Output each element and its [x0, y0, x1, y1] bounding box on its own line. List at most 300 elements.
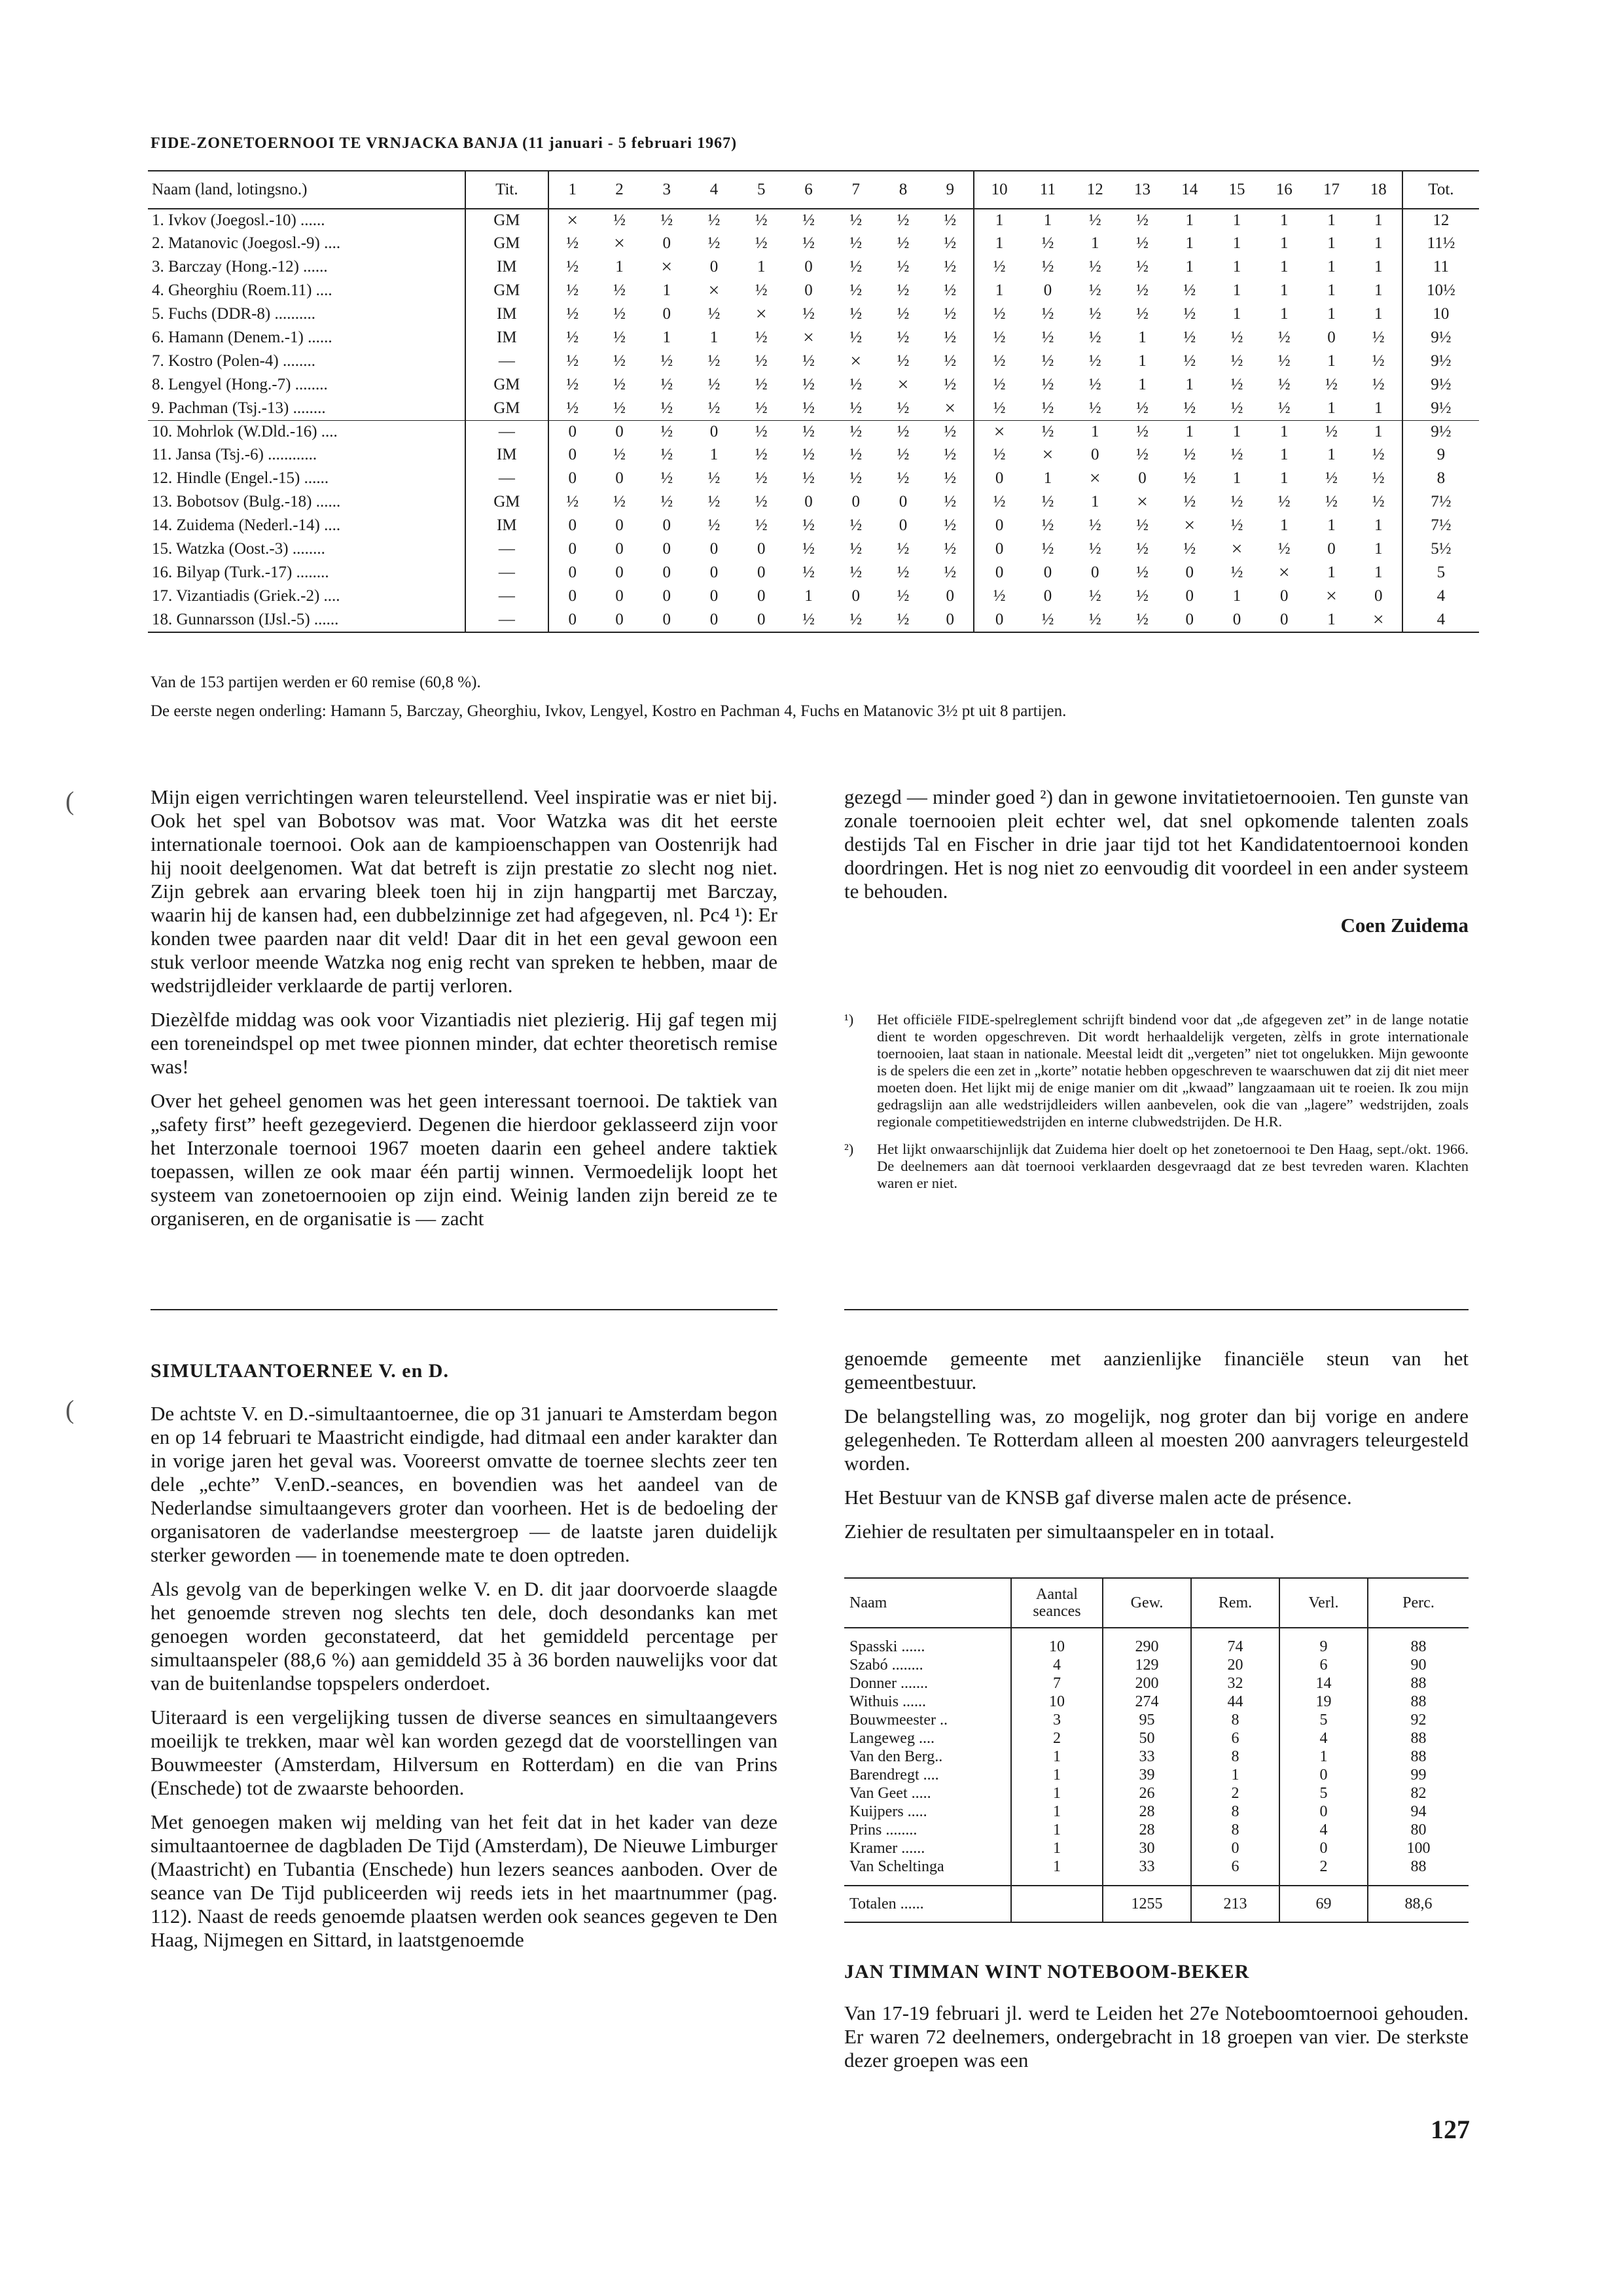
result-cell: 0	[615, 540, 624, 558]
result-cell: 0	[1213, 608, 1260, 632]
result-cell: ½	[944, 493, 957, 511]
result-cell: 1	[1327, 446, 1336, 463]
result-cell: 1	[1043, 211, 1052, 229]
result-cell: 1	[1166, 421, 1213, 444]
result-cell: ½	[613, 305, 626, 323]
result-cell: ½	[1088, 587, 1101, 605]
result-cell: ½	[897, 305, 910, 323]
footnote	[844, 1011, 1469, 1130]
result-cell: 0	[709, 540, 719, 558]
result-cell: ½	[755, 234, 768, 252]
result-cell: ½	[1277, 399, 1291, 417]
result-cell: ½	[643, 421, 690, 444]
result-cell: ½	[1183, 469, 1196, 487]
simul-cell-rem: 0	[1191, 1839, 1279, 1857]
result-cell: ½	[1183, 540, 1196, 558]
result-cell: ½	[849, 376, 863, 393]
result-cell: 1	[1232, 305, 1241, 323]
player-name: 17. Vizantiadis (Griek.-2) ....	[152, 587, 340, 605]
margin-mark: (	[65, 1395, 75, 1424]
simul-cell-rem: 32	[1191, 1674, 1279, 1693]
player-title: IM	[465, 302, 549, 326]
player-total: 9½	[1402, 350, 1479, 373]
section-divider	[844, 1309, 1469, 1310]
result-cell: 0	[899, 493, 908, 511]
simul-cell-seances: 10	[1011, 1628, 1103, 1656]
player-name: 13. Bobotsov (Bulg.-18) ......	[152, 493, 341, 511]
result-cell: 0	[615, 564, 624, 581]
simul-cell-verl: 4	[1279, 1821, 1368, 1839]
result-cell: 1	[1327, 399, 1336, 417]
result-cell: ½	[1136, 446, 1149, 463]
result-cell: 0	[596, 421, 643, 444]
result-cell: ½	[613, 329, 626, 346]
player-title: —	[465, 421, 549, 444]
result-cell: 0	[709, 564, 719, 581]
result-cell: 1	[1327, 352, 1336, 370]
simul-cell-gew: 33	[1103, 1857, 1191, 1886]
result-cell: ½	[1041, 376, 1054, 393]
player-total: 9	[1402, 443, 1479, 467]
result-cell: ½	[802, 352, 815, 370]
player-title: GM	[465, 373, 549, 397]
result-cell: ½	[1230, 446, 1243, 463]
article2-paragraph: De belangstelling was, zo mogelijk, nog groter dan bij vorige en andere gelegenheden. Te Rotterdam alleen al moesten 200 aanvragers teleurgesteld worden.	[844, 1405, 1469, 1475]
result-cell: ½	[613, 399, 626, 417]
result-cell: 1	[1327, 564, 1336, 581]
player-name: 18. Gunnarsson (IJsl.-5) ......	[148, 608, 465, 632]
article1-paragraph: Mijn eigen verrichtingen waren teleurstellend. Veel inspiratie was er niet bij. Ook het spel van Bobotsov was mat. Voor Watzka was dit het eerste internationale toernooi. Ook aan de kampioenschappen van Oostenrijk had hij nooit deelgenomen. Wat dat betreft is zijn prestatie zo slecht nog niet. Zijn gebrek aan ervaring bleek toen hij in zijn hangpartij met Barczay, waarin hij de kansen had, een dubbelzinnige zet had afgegeven, nl. Pc4 ¹): Er konden twee paarden naar dit veld! Daar dit in het een geval gewoon een stuk verloor meende Watzka nog enig recht van spreken te hebben, maar de wedstrijdleider verklaarde de partij verloren.	[151, 785, 777, 997]
result-cell: 1	[1327, 305, 1336, 323]
crosstable-note-remises: Van de 153 partijen werden er 60 remise (60,8 %).	[151, 673, 481, 691]
simul-cell-seances: 1	[1011, 1784, 1103, 1803]
result-cell: ×	[708, 279, 720, 301]
result-cell: ½	[1088, 540, 1101, 558]
crosstable-row	[148, 326, 1479, 350]
result-cell: 1	[974, 232, 1024, 255]
result-cell: 1	[1090, 234, 1099, 252]
result-cell: ½	[613, 493, 626, 511]
result-cell: 0	[548, 421, 596, 444]
simul-cell-name: Donner .......	[849, 1675, 928, 1692]
player-title: IM	[465, 326, 549, 350]
simul-cell-rem: 20	[1191, 1656, 1279, 1674]
result-cell: ½	[1372, 469, 1385, 487]
result-cell: ½	[974, 302, 1024, 326]
result-cell: ½	[849, 399, 863, 417]
simul-header-cell: Verl.	[1279, 1578, 1368, 1628]
result-cell: ×	[1089, 467, 1101, 489]
result-cell: ½	[613, 281, 626, 299]
result-cell: ×	[803, 327, 814, 348]
crosstable-row	[148, 561, 1479, 584]
player-title: —	[465, 608, 549, 632]
simul-row	[844, 1821, 1469, 1839]
result-cell: 0	[974, 514, 1024, 537]
simul-cell-gew: 50	[1103, 1729, 1191, 1748]
simul-row	[844, 1656, 1469, 1674]
result-cell: ½	[548, 397, 596, 421]
result-cell: ½	[755, 281, 768, 299]
simul-total-gew: 1255	[1103, 1886, 1191, 1922]
simul-cell-seances: 1	[1011, 1803, 1103, 1821]
result-cell: 0	[690, 608, 738, 632]
crosstable-row	[148, 514, 1479, 537]
player-name: 2. Matanovic (Joegosl.-9) ....	[152, 234, 341, 252]
result-cell: ½	[849, 281, 863, 299]
result-cell: ½	[802, 516, 815, 534]
crosstable-header-cell: Naam (land, lotingsno.)	[148, 171, 465, 209]
result-cell: ½	[897, 234, 910, 252]
result-cell: 1	[1355, 421, 1402, 444]
article1-paragraph: gezegd — minder goed ²) dan in gewone invitatietoernooien. Ten gunste van zonale toernooien pleit echter wel, dat snel opkomende talenten zoals destijds Tal en Fischer in drie jaar tijd tot het Kandidatentoernooi konden doordringen. Het is nog niet zo eenvoudig dit voordeel in een ander systeem te behouden.	[844, 785, 1469, 903]
result-cell: ½	[548, 350, 596, 373]
section-divider	[151, 1309, 777, 1310]
crosstable-row	[148, 232, 1479, 255]
result-cell: ½	[1325, 469, 1338, 487]
simul-cell-name: Van den Berg..	[849, 1748, 943, 1765]
result-cell: ½	[974, 373, 1024, 397]
result-cell: 0	[804, 493, 813, 511]
result-cell: ½	[802, 399, 815, 417]
player-name: 14. Zuidema (Nederl.-14) ....	[152, 516, 341, 534]
result-cell: ½	[1041, 516, 1054, 534]
simul-row	[844, 1674, 1469, 1693]
simul-cell-perc: 88	[1368, 1748, 1469, 1766]
result-cell: ½	[849, 446, 863, 463]
result-cell: ½	[1024, 608, 1071, 632]
result-cell: ½	[1088, 305, 1101, 323]
result-cell: ½	[613, 211, 626, 229]
result-cell: 1	[1138, 376, 1147, 393]
result-cell: 1	[804, 587, 813, 605]
player-title: IM	[465, 514, 549, 537]
result-cell: ½	[548, 279, 596, 302]
player-total: 4	[1402, 584, 1479, 608]
result-cell: ½	[1118, 608, 1166, 632]
simul-total-seances	[1011, 1886, 1103, 1922]
result-cell: ½	[897, 399, 910, 417]
result-cell: 1	[1213, 421, 1260, 444]
crosstable	[148, 170, 1479, 633]
simultaan-results-table	[844, 1577, 1469, 1923]
simul-total-row	[844, 1886, 1469, 1922]
result-cell: ½	[1183, 329, 1196, 346]
simul-cell-gew: 28	[1103, 1803, 1191, 1821]
result-cell: ½	[897, 446, 910, 463]
margin-mark: (	[65, 786, 75, 816]
simul-header-cell: Rem.	[1191, 1578, 1279, 1628]
result-cell: ½	[849, 540, 863, 558]
result-cell: ½	[1088, 352, 1101, 370]
result-cell: 0	[548, 514, 596, 537]
result-cell: 1	[709, 446, 719, 463]
result-cell: ½	[707, 516, 721, 534]
simul-header-cell: Aantal seances	[1011, 1578, 1103, 1628]
article1-paragraph: Over het geheel genomen was het geen interessant toernooi. De taktiek van „safety first” heeft gezegevierd. Degenen die hierdoor geklasseerd zijn voor het Interzonale toernooi 1967 moeten daarin een geheel andere taktiek toepassen, willen ze ook maar één partij winnen. Vermoedelijk loopt het systeem van zonetoernooien op zijn eind. Weinig landen zijn bereid ze te organiseren, en de organisatie is — zacht	[151, 1089, 777, 1230]
result-cell: ½	[1136, 564, 1149, 581]
result-cell: ½	[1230, 399, 1243, 417]
simul-cell-perc: 88	[1368, 1693, 1469, 1711]
simul-row	[844, 1857, 1469, 1886]
result-cell: ½	[1230, 376, 1243, 393]
result-cell: ½	[974, 490, 1024, 514]
result-cell: 1	[1279, 234, 1289, 252]
result-cell: ½	[849, 329, 863, 346]
simul-cell-rem: 44	[1191, 1693, 1279, 1711]
result-cell: 0	[662, 564, 671, 581]
result-cell: ×	[1042, 444, 1054, 465]
result-cell: 1	[1374, 564, 1383, 581]
simul-row	[844, 1803, 1469, 1821]
crosstable-header-cell: 8	[880, 171, 927, 209]
crosstable-header-cell: 2	[596, 171, 643, 209]
player-name: 16. Bilyap (Turk.-17) ........	[152, 564, 329, 581]
result-cell: ½	[1041, 234, 1054, 252]
article2-right-column	[844, 1347, 1469, 1554]
crosstable-row	[148, 467, 1479, 490]
result-cell: ½	[660, 493, 673, 511]
simul-total-perc: 88,6	[1368, 1886, 1469, 1922]
result-cell: ×	[944, 397, 956, 419]
result-cell: 0	[548, 537, 596, 561]
result-cell: ½	[1088, 516, 1101, 534]
result-cell: ½	[548, 302, 596, 326]
player-name: 10. Mohrlok (W.Dld.-16) ....	[148, 421, 465, 444]
player-total: 5½	[1402, 537, 1479, 561]
result-cell: 1	[1279, 258, 1289, 276]
simultaantoernee-heading: SIMULTAANTOERNEE V. en D.	[151, 1360, 449, 1382]
simul-cell-perc: 99	[1368, 1766, 1469, 1784]
result-cell: ½	[802, 376, 815, 393]
result-cell: ×	[1326, 585, 1337, 607]
result-cell: ½	[755, 516, 768, 534]
result-cell: ½	[802, 234, 815, 252]
simul-cell-gew: 290	[1103, 1628, 1191, 1656]
article2-paragraph: Uiteraard is een vergelijking tussen de diverse seances en simultaangevers moeilijk te trekken, maar wèl kan worden gezegd dat de voorstellingen van Bouwmeester (Amsterdam, Hilversum en Rotterdam) en die van Prins (Enschede) tot de zwaarste behoorden.	[151, 1706, 777, 1799]
result-cell: ×	[974, 421, 1024, 444]
result-cell: ½	[974, 584, 1024, 608]
result-cell: 1	[1374, 540, 1383, 558]
simul-cell-verl: 5	[1279, 1784, 1368, 1803]
result-cell: 0	[548, 608, 596, 632]
result-cell: ½	[1071, 608, 1118, 632]
result-cell: ½	[944, 469, 957, 487]
simul-cell-gew: 39	[1103, 1766, 1191, 1784]
result-cell: ½	[707, 469, 721, 487]
simul-row	[844, 1711, 1469, 1729]
result-cell: ½	[1372, 493, 1385, 511]
result-cell: ½	[707, 376, 721, 393]
footnote-text: Het officiële FIDE-spelreglement schrijft bindend voor dat „de afgegeven zet” in de lange notatie dient te worden opgeschreven. Dit wordt herhaaldelijk vergeten, zèlfs in grote internationale toernooien, laat staan in nationale. Meestal leidt dit „vergeten” niet tot ongelukken. Mijn gewoonte is de spelers die een zet in „korte” notatie hebben opgeschreven te waarschuwen dat zij dit niet meer moeten doen. Het lijkt mij de enige manier om dit „kwaad” langzaamaan uit te roeien. Ik zou mijn gedragslijn aan alle wedstrijdleiders willen aanbevelen, ook die van „lagere” wedstrijden, zoals regionale competitiewedstrijden en interne clubwedstrijden. De H.R.	[877, 1011, 1469, 1130]
simul-cell-name: Prins ........	[849, 1821, 918, 1839]
simul-cell-name: Withuis ......	[849, 1693, 927, 1710]
result-cell: ½	[944, 516, 957, 534]
player-total: 4	[1402, 608, 1479, 632]
article2-left-column	[151, 1402, 777, 1962]
simul-cell-verl: 1	[1279, 1748, 1368, 1766]
result-cell: ½	[1136, 587, 1149, 605]
result-cell: 0	[1090, 564, 1099, 581]
result-cell: 1	[974, 209, 1024, 232]
simul-cell-verl: 9	[1279, 1628, 1368, 1656]
result-cell: 0	[662, 587, 671, 605]
crosstable-header-cell: 6	[785, 171, 832, 209]
result-cell: ½	[1041, 493, 1054, 511]
crosstable-header-cell: 10	[974, 171, 1024, 209]
player-total: 10	[1402, 302, 1479, 326]
result-cell: 0	[548, 467, 596, 490]
result-cell: 1	[1374, 399, 1383, 417]
simul-cell-name: Bouwmeester ..	[849, 1712, 948, 1729]
simul-cell-perc: 88	[1368, 1674, 1469, 1693]
result-cell: 0	[662, 234, 671, 252]
result-cell: ½	[944, 376, 957, 393]
result-cell: ×	[548, 209, 596, 232]
simul-cell-verl: 5	[1279, 1711, 1368, 1729]
result-cell: 1	[709, 329, 719, 346]
result-cell: ×	[614, 232, 625, 254]
article2-paragraph: De achtste V. en D.-simultaantoernee, die op 31 januari te Amsterdam begon en op 14 februari te Maastricht eindigde, had ditmaal een ander karakter dan in vorige jaren het geval was. Vooreerst omvatte de toernee slechts zeer ten dele „echte” V.enD.-seances, en bovendien was het aandeel van de Nederlandse simultaangevers groter dan voorheen. Het is de bedoeling der organisatoren de vaderlandse meestergroep — de laatste jaren duidelijk sterker geworden — in toenemende mate te doen optreden.	[151, 1402, 777, 1566]
article1-left-column	[151, 785, 777, 1241]
result-cell: 0	[662, 516, 671, 534]
simul-cell-perc: 100	[1368, 1839, 1469, 1857]
result-cell: ½	[707, 234, 721, 252]
result-cell: ½	[785, 608, 832, 632]
result-cell: 1	[1308, 608, 1355, 632]
result-cell: 0	[804, 258, 813, 276]
simul-row	[844, 1784, 1469, 1803]
player-total: 9½	[1402, 373, 1479, 397]
result-cell: 1	[1279, 446, 1289, 463]
simul-cell-rem: 8	[1191, 1711, 1279, 1729]
result-cell: ½	[1372, 329, 1385, 346]
result-cell: ½	[1041, 329, 1054, 346]
crosstable-note-onderling: De eerste negen onderling: Hamann 5, Barczay, Gheorghiu, Ivkov, Lengyel, Kostro en Pachman 4, Fuchs en Matanovic 3½ pt uit 8 partijen.	[151, 702, 1067, 720]
crosstable-header-cell: 12	[1071, 171, 1118, 209]
player-total: 10½	[1402, 279, 1479, 302]
result-cell: ½	[660, 446, 673, 463]
result-cell: ½	[944, 352, 957, 370]
result-cell: ½	[974, 397, 1024, 421]
result-cell: ½	[897, 564, 910, 581]
player-title: —	[465, 350, 549, 373]
result-cell: ×	[661, 256, 673, 278]
simul-cell-perc: 82	[1368, 1784, 1469, 1803]
result-cell: ½	[548, 490, 596, 514]
simul-cell-verl: 0	[1279, 1803, 1368, 1821]
result-cell: 1	[1327, 258, 1336, 276]
result-cell: ½	[944, 305, 957, 323]
result-cell: ½	[832, 608, 880, 632]
simul-cell-rem: 1	[1191, 1766, 1279, 1784]
result-cell: 1	[615, 258, 624, 276]
result-cell: 1	[1138, 352, 1147, 370]
player-title: GM	[465, 279, 549, 302]
result-cell: ½	[1041, 540, 1054, 558]
player-title: GM	[465, 209, 549, 232]
crosstable-title: FIDE-ZONETOERNOOI TE VRNJACKA BANJA (11 januari - 5 februari 1967)	[151, 135, 738, 152]
player-total: 11	[1402, 255, 1479, 279]
result-cell: ½	[974, 255, 1024, 279]
article3-paragraph: Van 17-19 februari jl. werd te Leiden het 27e Noteboomtoernooi gehouden. Er waren 72 deelnemers, ondergebracht in 18 groepen van vier. De sterkste dezer groepen was een	[844, 2001, 1469, 2072]
simul-cell-rem: 8	[1191, 1803, 1279, 1821]
result-cell: ½	[832, 421, 880, 444]
article2-paragraph: Met genoegen maken wij melding van het feit dat in het kader van deze simultaantoernee de dagbladen De Tijd (Amsterdam), De Nieuwe Limburger (Maastricht) en Tubantia (Enschede) hun lezers seances aanboden. Over de seance van De Tijd publiceerden wij reeds iets in het maartnummer (pag. 112). Naast de reeds genoemde plaatsen werden ook seances gegeven te Den Haag, Nijmegen en Sittard, in laatstgenoemde	[151, 1810, 777, 1951]
result-cell: 1	[1232, 469, 1241, 487]
crosstable-row	[148, 279, 1479, 302]
crosstable-header-cell: 3	[643, 171, 690, 209]
result-cell: ½	[660, 399, 673, 417]
result-cell: ½	[1088, 376, 1101, 393]
result-cell: ½	[1183, 305, 1196, 323]
timman-heading: JAN TIMMAN WINT NOTEBOOM-BEKER	[844, 1961, 1250, 1982]
result-cell: 0	[615, 469, 624, 487]
result-cell: 1	[1279, 211, 1289, 229]
simul-header-cell: Perc.	[1368, 1578, 1469, 1628]
simul-cell-perc: 94	[1368, 1803, 1469, 1821]
result-cell: ½	[1325, 376, 1338, 393]
result-cell: 1	[1043, 469, 1052, 487]
crosstable-row	[148, 209, 1479, 232]
result-cell: ½	[660, 352, 673, 370]
article2-paragraph: Het Bestuur van de KNSB gaf diverse malen acte de présence.	[844, 1486, 1352, 1509]
simul-cell-gew: 33	[1103, 1748, 1191, 1766]
result-cell: ½	[613, 352, 626, 370]
result-cell: 0	[974, 561, 1024, 584]
result-cell: 0	[1327, 540, 1336, 558]
simul-cell-gew: 95	[1103, 1711, 1191, 1729]
simul-header-cell: Gew.	[1103, 1578, 1191, 1628]
result-cell: ½	[1136, 305, 1149, 323]
result-cell: ½	[944, 281, 957, 299]
simul-cell-verl: 19	[1279, 1693, 1368, 1711]
player-total: 7½	[1402, 514, 1479, 537]
crosstable-header-cell: 5	[738, 171, 785, 209]
result-cell: ½	[849, 211, 863, 229]
player-title: GM	[465, 397, 549, 421]
result-cell: ½	[548, 255, 596, 279]
player-title: GM	[465, 232, 549, 255]
result-cell: ½	[755, 376, 768, 393]
result-cell: ½	[1118, 421, 1166, 444]
result-cell: 0	[709, 587, 719, 605]
simul-cell-seances: 1	[1011, 1821, 1103, 1839]
result-cell: 0	[927, 608, 974, 632]
result-cell: ½	[1372, 352, 1385, 370]
result-cell: 0	[662, 540, 671, 558]
result-cell: 1	[1138, 329, 1147, 346]
player-title: IM	[465, 255, 549, 279]
result-cell: ½	[755, 352, 768, 370]
result-cell: ½	[897, 281, 910, 299]
result-cell: 1	[1185, 211, 1194, 229]
crosstable-header-cell: 7	[832, 171, 880, 209]
result-cell: ½	[944, 234, 957, 252]
result-cell: ½	[1277, 376, 1291, 393]
simul-cell-perc: 88	[1368, 1628, 1469, 1656]
result-cell: ½	[1277, 329, 1291, 346]
result-cell: ½	[707, 352, 721, 370]
player-title: IM	[465, 443, 549, 467]
result-cell: 0	[596, 608, 643, 632]
result-cell: 1	[1279, 281, 1289, 299]
player-total: 11½	[1402, 232, 1479, 255]
player-title: GM	[465, 490, 549, 514]
page-number: 127	[1431, 2115, 1470, 2144]
result-cell: 0	[1374, 587, 1383, 605]
simul-cell-rem: 6	[1191, 1729, 1279, 1748]
